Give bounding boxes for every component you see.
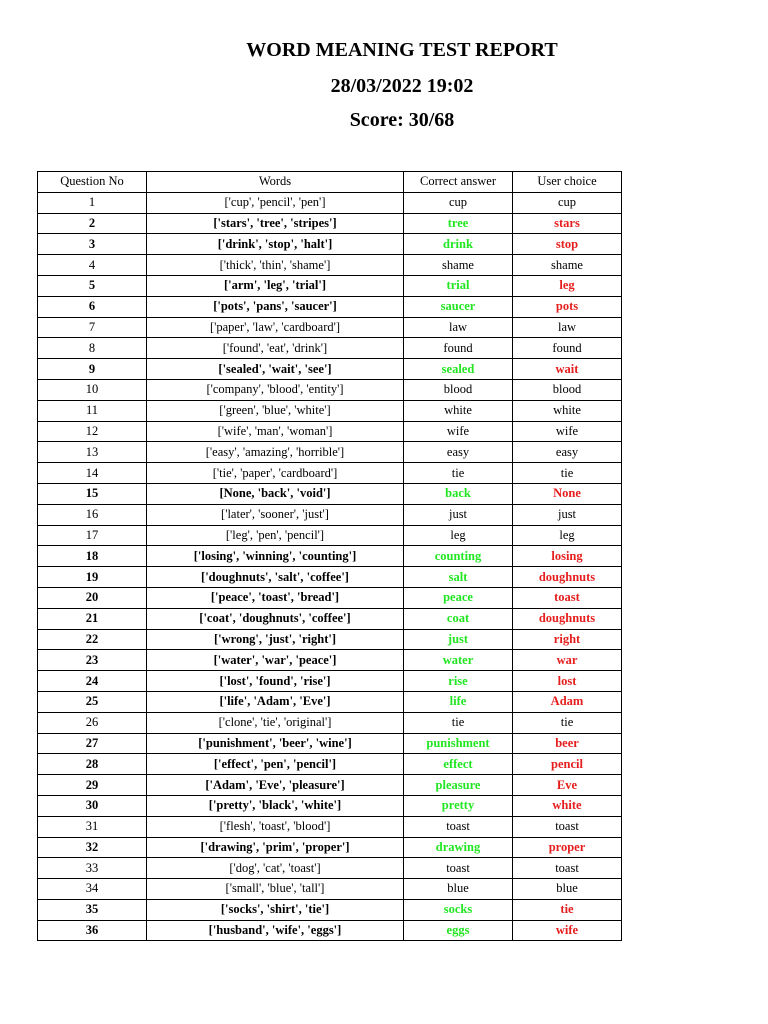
- cell-correct-answer: found: [404, 338, 513, 359]
- cell-question-no: 12: [38, 421, 147, 442]
- cell-correct-answer: just: [404, 504, 513, 525]
- cell-user-choice: Adam: [513, 691, 622, 712]
- table-row: [38, 400, 622, 421]
- cell-words: ['later', 'sooner', 'just']: [147, 504, 404, 525]
- cell-question-no: 11: [38, 400, 147, 421]
- cell-question-no: 14: [38, 463, 147, 484]
- cell-words: ['green', 'blue', 'white']: [147, 400, 404, 421]
- cell-words: ['peace', 'toast', 'bread']: [147, 587, 404, 608]
- table-row: [38, 317, 622, 338]
- cell-correct-answer: sealed: [404, 359, 513, 380]
- cell-correct-answer: coat: [404, 608, 513, 629]
- cell-correct-answer: punishment: [404, 733, 513, 754]
- cell-user-choice: toast: [513, 587, 622, 608]
- table-row: [38, 795, 622, 816]
- cell-words: ['tie', 'paper', 'cardboard']: [147, 463, 404, 484]
- table-row: [38, 650, 622, 671]
- table-row: [38, 671, 622, 692]
- table-row: [38, 712, 622, 733]
- cell-words: ['flesh', 'toast', 'blood']: [147, 816, 404, 837]
- cell-question-no: 26: [38, 712, 147, 733]
- cell-user-choice: leg: [513, 275, 622, 296]
- table-row: [38, 234, 622, 255]
- cell-words: ['losing', 'winning', 'counting']: [147, 546, 404, 567]
- cell-user-choice: None: [513, 483, 622, 504]
- cell-correct-answer: life: [404, 691, 513, 712]
- table-row: [38, 837, 622, 858]
- table-row: [38, 733, 622, 754]
- cell-words: ['leg', 'pen', 'pencil']: [147, 525, 404, 546]
- cell-correct-answer: pleasure: [404, 775, 513, 796]
- cell-user-choice: shame: [513, 255, 622, 276]
- table-row: [38, 255, 622, 276]
- cell-user-choice: just: [513, 504, 622, 525]
- results-body: [38, 192, 622, 941]
- header-question-no: Question No: [38, 172, 147, 193]
- cell-user-choice: doughnuts: [513, 608, 622, 629]
- table-row: [38, 463, 622, 484]
- cell-user-choice: losing: [513, 546, 622, 567]
- cell-user-choice: lost: [513, 671, 622, 692]
- cell-correct-answer: rise: [404, 671, 513, 692]
- table-row: [38, 608, 622, 629]
- table-row: [38, 275, 622, 296]
- cell-correct-answer: drink: [404, 234, 513, 255]
- cell-correct-answer: trial: [404, 275, 513, 296]
- cell-question-no: 19: [38, 567, 147, 588]
- cell-words: ['husband', 'wife', 'eggs']: [147, 920, 404, 941]
- cell-question-no: 22: [38, 629, 147, 650]
- cell-user-choice: doughnuts: [513, 567, 622, 588]
- cell-correct-answer: peace: [404, 587, 513, 608]
- cell-question-no: 5: [38, 275, 147, 296]
- cell-question-no: 7: [38, 317, 147, 338]
- table-row: [38, 421, 622, 442]
- cell-user-choice: toast: [513, 816, 622, 837]
- cell-user-choice: right: [513, 629, 622, 650]
- cell-correct-answer: pretty: [404, 795, 513, 816]
- cell-question-no: 1: [38, 192, 147, 213]
- cell-words: ['found', 'eat', 'drink']: [147, 338, 404, 359]
- cell-words: ['clone', 'tie', 'original']: [147, 712, 404, 733]
- cell-user-choice: beer: [513, 733, 622, 754]
- cell-user-choice: war: [513, 650, 622, 671]
- cell-words: ['easy', 'amazing', 'horrible']: [147, 442, 404, 463]
- cell-user-choice: white: [513, 400, 622, 421]
- cell-words: ['small', 'blue', 'tall']: [147, 879, 404, 900]
- cell-user-choice: tie: [513, 463, 622, 484]
- cell-user-choice: easy: [513, 442, 622, 463]
- report-score: Score: 30/68: [349, 109, 455, 131]
- cell-correct-answer: wife: [404, 421, 513, 442]
- cell-correct-answer: back: [404, 483, 513, 504]
- cell-words: ['sealed', 'wait', 'see']: [147, 359, 404, 380]
- cell-question-no: 13: [38, 442, 147, 463]
- cell-user-choice: found: [513, 338, 622, 359]
- cell-question-no: 34: [38, 879, 147, 900]
- cell-question-no: 30: [38, 795, 147, 816]
- cell-question-no: 10: [38, 379, 147, 400]
- cell-words: ['drawing', 'prim', 'proper']: [147, 837, 404, 858]
- cell-user-choice: wife: [513, 920, 622, 941]
- cell-question-no: 21: [38, 608, 147, 629]
- cell-question-no: 3: [38, 234, 147, 255]
- cell-correct-answer: blood: [404, 379, 513, 400]
- cell-question-no: 18: [38, 546, 147, 567]
- cell-user-choice: pots: [513, 296, 622, 317]
- cell-correct-answer: cup: [404, 192, 513, 213]
- cell-question-no: 32: [38, 837, 147, 858]
- table-row: [38, 587, 622, 608]
- table-row: [38, 338, 622, 359]
- cell-question-no: 4: [38, 255, 147, 276]
- cell-words: ['paper', 'law', 'cardboard']: [147, 317, 404, 338]
- cell-correct-answer: saucer: [404, 296, 513, 317]
- table-row: [38, 442, 622, 463]
- cell-question-no: 31: [38, 816, 147, 837]
- cell-correct-answer: leg: [404, 525, 513, 546]
- cell-words: ['pots', 'pans', 'saucer']: [147, 296, 404, 317]
- cell-words: ['company', 'blood', 'entity']: [147, 379, 404, 400]
- cell-question-no: 36: [38, 920, 147, 941]
- table-row: [38, 525, 622, 546]
- cell-words: ['water', 'war', 'peace']: [147, 650, 404, 671]
- cell-correct-answer: tie: [404, 712, 513, 733]
- cell-user-choice: white: [513, 795, 622, 816]
- cell-correct-answer: just: [404, 629, 513, 650]
- cell-user-choice: stop: [513, 234, 622, 255]
- table-row: [38, 691, 622, 712]
- table-row: [38, 213, 622, 234]
- table-row: [38, 629, 622, 650]
- cell-question-no: 20: [38, 587, 147, 608]
- cell-words: ['pretty', 'black', 'white']: [147, 795, 404, 816]
- cell-question-no: 33: [38, 858, 147, 879]
- cell-correct-answer: shame: [404, 255, 513, 276]
- cell-correct-answer: water: [404, 650, 513, 671]
- cell-question-no: 25: [38, 691, 147, 712]
- cell-correct-answer: blue: [404, 879, 513, 900]
- table-row: [38, 483, 622, 504]
- cell-words: ['effect', 'pen', 'pencil']: [147, 754, 404, 775]
- table-row: [38, 920, 622, 941]
- cell-words: ['stars', 'tree', 'stripes']: [147, 213, 404, 234]
- table-header-row: [38, 172, 622, 193]
- cell-user-choice: wife: [513, 421, 622, 442]
- cell-correct-answer: eggs: [404, 920, 513, 941]
- cell-user-choice: cup: [513, 192, 622, 213]
- table-row: [38, 858, 622, 879]
- cell-user-choice: blood: [513, 379, 622, 400]
- cell-user-choice: tie: [513, 712, 622, 733]
- cell-correct-answer: tie: [404, 463, 513, 484]
- cell-question-no: 6: [38, 296, 147, 317]
- cell-question-no: 35: [38, 899, 147, 920]
- cell-question-no: 15: [38, 483, 147, 504]
- cell-words: ['dog', 'cat', 'toast']: [147, 858, 404, 879]
- results-table: [37, 171, 622, 941]
- cell-words: ['drink', 'stop', 'halt']: [147, 234, 404, 255]
- cell-question-no: 8: [38, 338, 147, 359]
- cell-words: ['punishment', 'beer', 'wine']: [147, 733, 404, 754]
- table-row: [38, 546, 622, 567]
- cell-user-choice: blue: [513, 879, 622, 900]
- cell-words: ['doughnuts', 'salt', 'coffee']: [147, 567, 404, 588]
- cell-user-choice: stars: [513, 213, 622, 234]
- cell-question-no: 23: [38, 650, 147, 671]
- cell-words: ['thick', 'thin', 'shame']: [147, 255, 404, 276]
- cell-question-no: 17: [38, 525, 147, 546]
- table-row: [38, 296, 622, 317]
- cell-words: ['wife', 'man', 'woman']: [147, 421, 404, 442]
- cell-words: ['Adam', 'Eve', 'pleasure']: [147, 775, 404, 796]
- cell-correct-answer: tree: [404, 213, 513, 234]
- cell-question-no: 28: [38, 754, 147, 775]
- cell-words: ['coat', 'doughnuts', 'coffee']: [147, 608, 404, 629]
- table-row: [38, 816, 622, 837]
- header-correct-answer: Correct answer: [404, 172, 513, 193]
- cell-correct-answer: salt: [404, 567, 513, 588]
- header-words: Words: [147, 172, 404, 193]
- table-row: [38, 504, 622, 525]
- cell-user-choice: pencil: [513, 754, 622, 775]
- cell-words: ['socks', 'shirt', 'tie']: [147, 899, 404, 920]
- cell-correct-answer: counting: [404, 546, 513, 567]
- cell-question-no: 16: [38, 504, 147, 525]
- table-row: [38, 879, 622, 900]
- cell-question-no: 27: [38, 733, 147, 754]
- cell-question-no: 2: [38, 213, 147, 234]
- report-title: WORD MEANING TEST REPORT: [246, 39, 558, 61]
- report-datetime: 28/03/2022 19:02: [330, 75, 474, 97]
- cell-user-choice: toast: [513, 858, 622, 879]
- table-row: [38, 899, 622, 920]
- cell-words: ['life', 'Adam', 'Eve']: [147, 691, 404, 712]
- cell-words: ['arm', 'leg', 'trial']: [147, 275, 404, 296]
- cell-correct-answer: effect: [404, 754, 513, 775]
- cell-correct-answer: law: [404, 317, 513, 338]
- table-row: [38, 359, 622, 380]
- cell-user-choice: wait: [513, 359, 622, 380]
- cell-user-choice: Eve: [513, 775, 622, 796]
- cell-words: ['cup', 'pencil', 'pen']: [147, 192, 404, 213]
- cell-correct-answer: toast: [404, 816, 513, 837]
- header-user-choice: User choice: [513, 172, 622, 193]
- cell-question-no: 24: [38, 671, 147, 692]
- table-row: [38, 192, 622, 213]
- table-row: [38, 754, 622, 775]
- cell-question-no: 29: [38, 775, 147, 796]
- cell-words: ['lost', 'found', 'rise']: [147, 671, 404, 692]
- cell-user-choice: law: [513, 317, 622, 338]
- cell-correct-answer: drawing: [404, 837, 513, 858]
- cell-correct-answer: white: [404, 400, 513, 421]
- cell-words: ['wrong', 'just', 'right']: [147, 629, 404, 650]
- cell-user-choice: tie: [513, 899, 622, 920]
- table-row: [38, 775, 622, 796]
- table-row: [38, 379, 622, 400]
- table-row: [38, 567, 622, 588]
- cell-user-choice: leg: [513, 525, 622, 546]
- cell-question-no: 9: [38, 359, 147, 380]
- cell-correct-answer: socks: [404, 899, 513, 920]
- cell-words: [None, 'back', 'void']: [147, 483, 404, 504]
- cell-correct-answer: toast: [404, 858, 513, 879]
- cell-user-choice: proper: [513, 837, 622, 858]
- cell-correct-answer: easy: [404, 442, 513, 463]
